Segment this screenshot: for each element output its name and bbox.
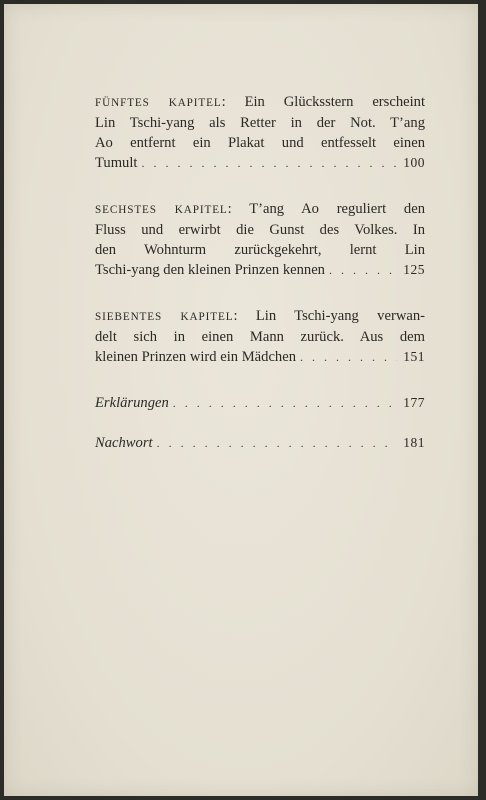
chapter-title-part: kleinen Prinzen wird ein Mädchen [95,349,297,365]
chapter-label: SIEBENTES KAPITEL [95,311,234,323]
toc-line-with-page [95,260,425,280]
table-of-contents [95,92,425,473]
chapter-title-part: Ao entfernt ein Plakat und entfesselt einen [95,135,425,151]
page-number: 151 [403,349,425,364]
chapter-title-part: Tumult [95,155,138,171]
page-number: 181 [403,435,425,450]
chapter-label: FÜNFTES KAPITEL [95,97,222,109]
page-number: 125 [403,262,425,277]
page-number: 177 [403,395,425,410]
toc-line [95,306,425,327]
toc-line-with-page [95,393,425,413]
toc-entry-chapter-6 [95,199,425,280]
toc-line [95,92,425,113]
toc-entry-chapter-7 [95,306,425,367]
chapter-title-part: : Lin Tschi-yang verwan- [233,308,425,324]
dot-leader [141,153,397,173]
chapter-title-part: : T’ang Ao reguliert den [227,201,425,217]
section-title: Nachwort [95,435,153,451]
chapter-title-part: : Ein Glücksstern erscheint [221,94,425,110]
chapter-title-part: delt sich in einen Mann zurück. Aus dem [95,329,425,345]
page-number: 100 [403,155,425,170]
toc-line [95,199,425,220]
chapter-title-part: Lin Tschi-yang als Retter in der Not. T’ang [95,115,425,131]
toc-entry-chapter-5 [95,92,425,173]
chapter-label: SECHSTES KAPITEL [95,204,228,216]
toc-entry-afterword [95,433,425,453]
toc-line-with-page [95,347,425,367]
chapter-title-part: Tschi-yang den kleinen Prinzen kennen [95,262,325,278]
chapter-title-part: den Wohnturm zurückgekehrt, lernt Lin [95,242,425,258]
dot-leader [157,433,397,453]
toc-line-with-page [95,433,425,453]
section-title: Erklärungen [95,395,169,411]
book-page [4,4,478,796]
dot-leader [173,393,397,413]
toc-entry-explanations [95,393,425,413]
dot-leader [329,260,397,280]
chapter-title-part: Fluss und erwirbt die Gunst des Volkes. In [95,222,425,238]
toc-line-with-page [95,153,425,173]
dot-leader [300,347,397,367]
